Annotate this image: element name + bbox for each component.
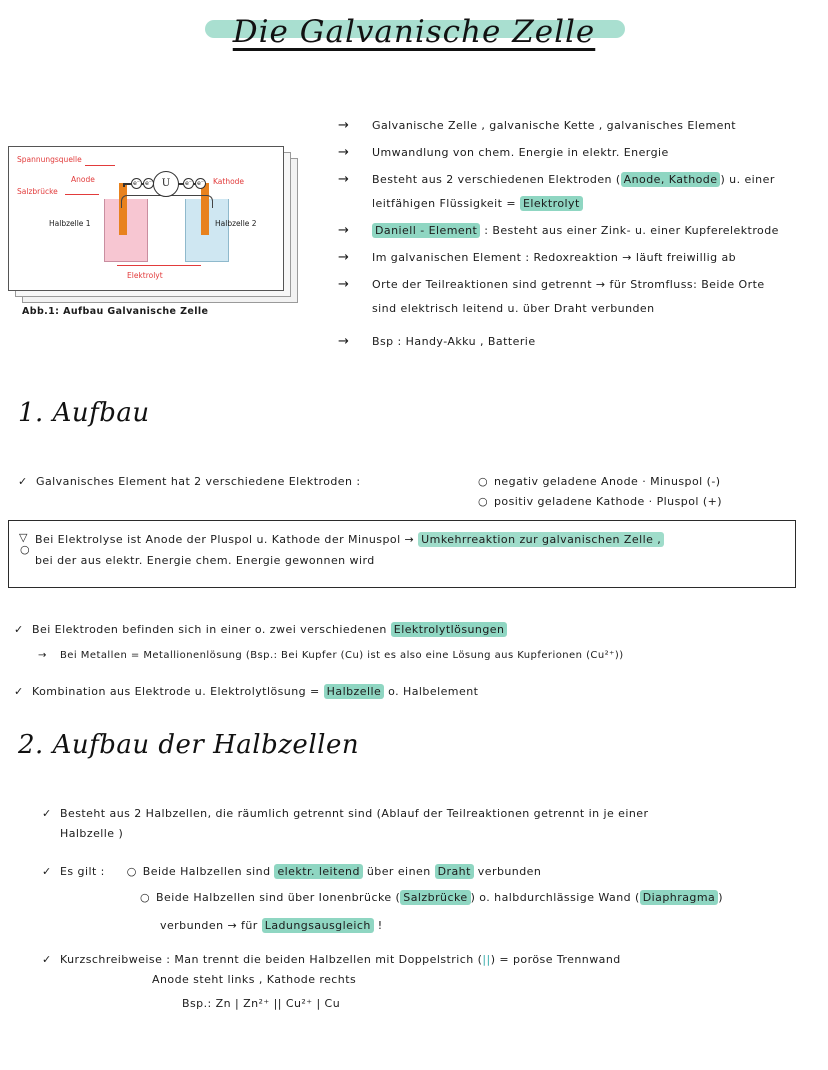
figure-label-halbzelle1: Halbzelle 1: [49, 219, 91, 228]
bullet-text-a: Kurzschreibweise : Man trennt die beiden Halbzellen mit Doppelstrich (: [60, 953, 483, 966]
bullet-text: Kombination aus Elektrode u. Elektrolytlösung =: [32, 685, 324, 698]
check-icon: ✓: [42, 953, 52, 966]
list-item-text: Besteht aus 2 verschiedenen Elektroden (: [372, 173, 621, 186]
list-item-text-tail: ) u. einer: [720, 173, 775, 186]
sub-text-c: verbunden: [473, 865, 542, 878]
wire-drop-left: [123, 183, 125, 187]
circle-bullet-icon: ○: [140, 891, 151, 904]
list-item: [478, 492, 808, 512]
arrow-icon: →: [338, 172, 350, 187]
arrow-icon: →: [338, 145, 350, 160]
highlight-elektr-leitend: elektr. leitend: [274, 864, 362, 879]
electrode-anode: [119, 183, 127, 235]
bullet-text: Bei Elektroden befinden sich in einer o. zwei verschiedenen: [32, 623, 391, 636]
electron-dot-3: e⁻: [183, 178, 194, 189]
list-item-text: : Besteht aus einer Zink- u. einer Kupferelektrode: [480, 224, 779, 237]
list-item-text-line2: sind elektrisch leitend u. über Draht verbunden: [372, 302, 655, 315]
highlight-diaphragma: Diaphragma: [640, 890, 718, 905]
highlight-halbzelle: Halbzelle: [324, 684, 385, 699]
bullet-text: Besteht aus 2 Halbzellen, die räumlich getrennt sind (Ablauf der Teilreaktionen getrennt in je einer: [60, 807, 649, 820]
sub-text-a: Beide Halbzellen sind über Ionenbrücke (: [156, 891, 401, 904]
callout-line-2: bei der aus elektr. Energie chem. Energie gewonnen wird: [35, 554, 375, 567]
circle-bullet-icon: ○: [126, 865, 137, 878]
leader-line-saltbridge: [65, 194, 99, 195]
double-line-symbol: ||: [482, 953, 491, 966]
figure-label-saltbridge: Salzbrücke: [17, 187, 58, 196]
intro-arrow-list: [338, 116, 828, 359]
list-item-text: Bsp : Handy-Akku , Batterie: [372, 335, 536, 348]
section1-bullet-3: [14, 682, 804, 702]
section2-bullet-2-sub2: [140, 888, 828, 908]
section1-sub-list: [478, 472, 808, 512]
arrow-icon: →: [38, 650, 47, 661]
list-item: [338, 221, 828, 240]
highlight-elektrolytloesungen: Elektrolytlösungen: [391, 622, 508, 637]
list-item-text: Galvanische Zelle , galvanische Kette , galvanisches Element: [372, 119, 737, 132]
callout-line-1: [35, 529, 785, 550]
list-item-text-line2: leitfähigen Flüssigkeit =: [372, 197, 520, 210]
list-item-text: positiv geladene Kathode · Pluspol (+): [494, 495, 722, 508]
list-item-text: Umwandlung von chem. Energie in elektr. Energie: [372, 146, 669, 159]
highlight-ladungsausgleich: Ladungsausgleich: [262, 918, 374, 933]
section-heading-1: 1. Aufbau: [18, 398, 150, 428]
bullet-text-line2: Anode steht links , Kathode rechts: [152, 973, 357, 986]
sub-text-b: über einen: [362, 865, 435, 878]
bullet-text-line2: Halbzelle ): [60, 827, 124, 840]
arrow-icon: →: [338, 277, 350, 292]
figure-galvanic-cell: [8, 146, 296, 301]
section2-bullet-2-sub3: [160, 916, 828, 936]
figure-frame: [8, 146, 284, 291]
leader-line-source: [85, 165, 115, 166]
electrode-kathode: [201, 183, 209, 235]
highlight-salzbruecke: Salzbrücke: [400, 890, 470, 905]
sub-text-c: ): [718, 891, 723, 904]
bullet-text-b: ) = poröse Trennwand: [490, 953, 621, 966]
bullet-text: Galvanisches Element hat 2 verschiedene Elektroden :: [36, 475, 361, 488]
list-item: [338, 170, 828, 213]
highlight-umkehrreaktion: Umkehrreaktion zur galvanischen Zelle ,: [418, 532, 664, 547]
triangle-marker-icon: ▽: [19, 531, 28, 544]
section2-bullet-2: [42, 862, 812, 882]
section1-bullet-2-sub: [38, 646, 828, 666]
sub-text: Bei Metallen = Metallionenlösung (Bsp.: Bei Kupfer (Cu) ist es also eine Lösung aus Kupferionen (Cu²⁺)): [60, 650, 624, 661]
electron-dot-4: e⁻: [195, 178, 206, 189]
electron-dot-2: e⁻: [143, 178, 154, 189]
figure-caption: Abb.1: Aufbau Galvanische Zelle: [22, 306, 209, 317]
sub-text-a: verbunden → für: [160, 919, 262, 932]
highlight-draht: Draht: [435, 864, 474, 879]
list-item: [338, 116, 828, 135]
arrow-icon: →: [338, 334, 350, 349]
section1-bullet-2: [14, 620, 804, 640]
circle-bullet-icon: ○: [478, 475, 489, 488]
circle-marker-icon: ○: [20, 543, 31, 556]
callout-text-a: Bei Elektrolyse ist Anode der Pluspol u. Kathode der Minuspol →: [35, 533, 419, 546]
section-heading-2: 2. Aufbau der Halbzellen: [18, 730, 360, 760]
arrow-icon: →: [338, 223, 350, 238]
section2-bullet-3: [42, 950, 812, 1014]
arrow-icon: →: [338, 250, 350, 265]
check-icon: ✓: [14, 623, 24, 636]
check-icon: ✓: [42, 807, 52, 820]
voltmeter-icon: U: [153, 171, 179, 197]
highlight-daniell-element: Daniell - Element: [372, 223, 480, 238]
list-item-text: Im galvanischen Element : Redoxreaktion → läuft freiwillig ab: [372, 251, 737, 264]
figure-label-source: Spannungsquelle: [17, 155, 82, 164]
list-item: [338, 332, 828, 351]
arrow-icon: →: [338, 118, 350, 133]
check-icon: ✓: [18, 475, 28, 488]
sub-text-b: !: [373, 919, 383, 932]
callout-box-elektrolyse: [8, 520, 796, 588]
list-item: [478, 472, 808, 492]
electron-dot-1: e⁻: [131, 178, 142, 189]
bullet-text-tail: o. Halbelement: [384, 685, 479, 698]
section2-bullet-1: [42, 804, 812, 844]
list-item-text: Orte der Teilreaktionen sind getrennt → für Stromfluss: Beide Orte: [372, 278, 765, 291]
sub-text-a: Beide Halbzellen sind: [142, 865, 275, 878]
figure-label-kathode: Kathode: [213, 177, 245, 186]
page-title: Die Galvanische Zelle: [232, 14, 596, 50]
check-icon: ✓: [14, 685, 24, 698]
highlight-elektrolyt: Elektrolyt: [520, 196, 583, 211]
page-header: [0, 6, 828, 60]
bullet-lead: Es gilt :: [60, 865, 105, 878]
bullet-text-line3: Bsp.: Zn | Zn²⁺ || Cu²⁺ | Cu: [182, 997, 341, 1010]
list-item: [338, 143, 828, 162]
figure-label-anode: Anode: [71, 175, 95, 184]
leader-line-elektrolyt: [117, 265, 201, 266]
circle-bullet-icon: ○: [478, 495, 489, 508]
figure-label-elektrolyt: Elektrolyt: [127, 271, 163, 280]
list-item-text: negativ geladene Anode · Minuspol (-): [494, 475, 721, 488]
highlight-anode-kathode: Anode, Kathode: [621, 172, 721, 187]
list-item: [338, 275, 828, 318]
sub-text-b: ) o. halbdurchlässige Wand (: [470, 891, 640, 904]
check-icon: ✓: [42, 865, 52, 878]
section1-bullet-1: [18, 472, 478, 492]
list-item: [338, 248, 828, 267]
figure-label-halbzelle2: Halbzelle 2: [215, 219, 257, 228]
